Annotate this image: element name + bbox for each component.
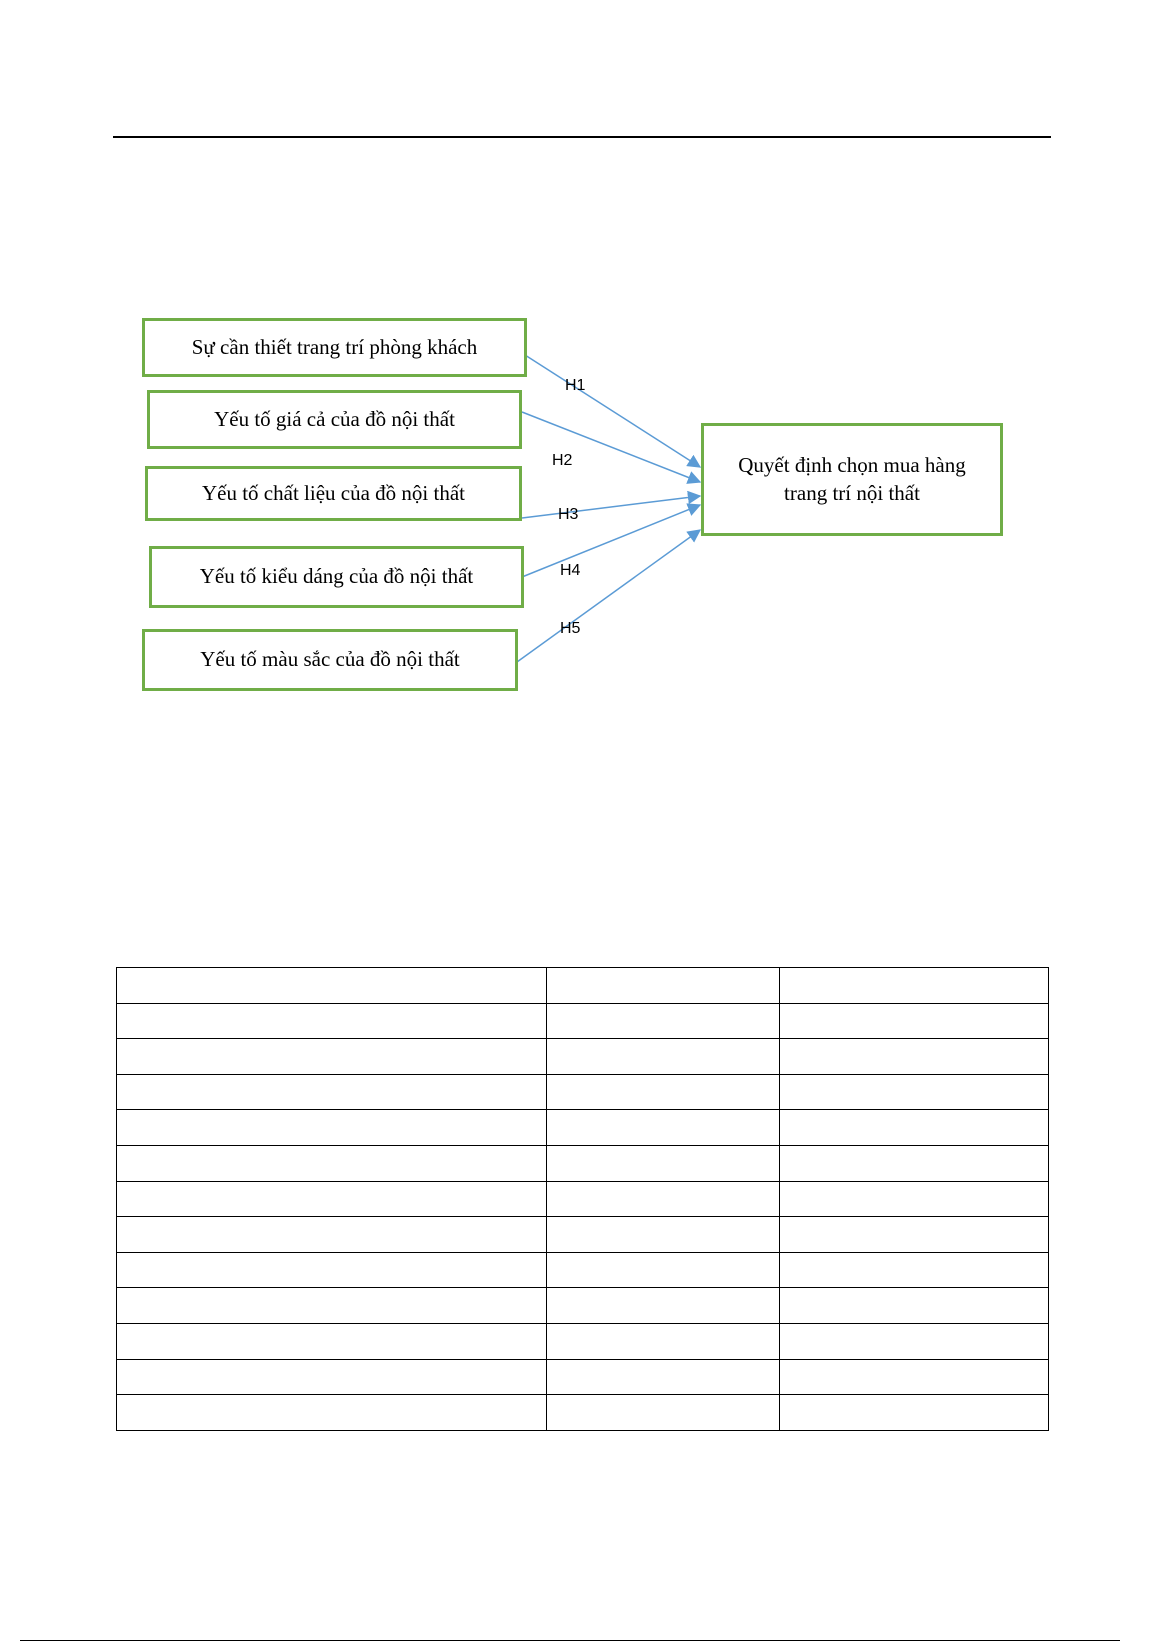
- table-cell: [117, 1252, 547, 1288]
- table-cell: [780, 1252, 1049, 1288]
- table-row: [117, 1288, 1049, 1324]
- table-row: [117, 1181, 1049, 1217]
- table-row: [117, 1252, 1049, 1288]
- target-node: [701, 423, 1003, 536]
- table-cell: [780, 1110, 1049, 1146]
- table-row: [117, 1145, 1049, 1181]
- table-cell: [547, 1395, 780, 1431]
- table-cell: [547, 1323, 780, 1359]
- table-cell: [780, 1039, 1049, 1075]
- source-node-5: [142, 629, 518, 691]
- edge-label-h1: H1: [565, 377, 586, 394]
- table-cell: [780, 1181, 1049, 1217]
- edge-label-h3: H3: [558, 506, 579, 523]
- table-cell: [547, 1003, 780, 1039]
- table-cell: [780, 1288, 1049, 1324]
- table-cell: [547, 1252, 780, 1288]
- table-cell: [117, 1181, 547, 1217]
- table-cell: [117, 1288, 547, 1324]
- arrow-h2: [522, 412, 700, 482]
- table-cell: [117, 1039, 547, 1075]
- table-cell: [780, 1003, 1049, 1039]
- arrow-h4: [522, 505, 700, 577]
- source-node-5-label: Yếu tố màu sắc của đồ nội thất: [200, 647, 460, 672]
- footer-rule: [20, 1640, 1120, 1641]
- table-cell: [780, 968, 1049, 1004]
- source-node-2: [147, 390, 522, 449]
- source-node-3-label: Yếu tố chất liệu của đồ nội thất: [201, 480, 465, 505]
- source-node-4-label: Yếu tố kiểu dáng của đồ nội thất: [199, 564, 474, 589]
- source-node-3: [145, 466, 522, 521]
- table-row: [117, 1039, 1049, 1075]
- table-cell: [117, 968, 547, 1004]
- table-cell: [117, 1395, 547, 1431]
- table-row: [117, 1003, 1049, 1039]
- source-node-1-label: Sự cần thiết trang trí phòng khách: [191, 334, 478, 359]
- target-node-label: Quyết định chọn mua hàng trang trí nội thất: [738, 453, 966, 505]
- table-cell: [780, 1395, 1049, 1431]
- table-cell: [547, 1288, 780, 1324]
- table-cell: [547, 1217, 780, 1253]
- table-cell: [780, 1323, 1049, 1359]
- table-cell: [547, 1145, 780, 1181]
- arrow-h1: [525, 355, 700, 467]
- arrow-h5: [517, 530, 700, 662]
- table-row: [117, 1074, 1049, 1110]
- arrow-h3: [522, 496, 700, 518]
- edge-label-h4: H4: [560, 562, 581, 579]
- table-cell: [780, 1145, 1049, 1181]
- table-row: [117, 1359, 1049, 1395]
- table-row: [117, 1323, 1049, 1359]
- table-cell: [117, 1217, 547, 1253]
- table-cell: [547, 1181, 780, 1217]
- table-cell: [547, 1359, 780, 1395]
- table-row: [117, 968, 1049, 1004]
- table-cell: [547, 1074, 780, 1110]
- source-node-1: [142, 318, 527, 377]
- empty-table: [116, 967, 1049, 1431]
- table-cell: [547, 968, 780, 1004]
- table-body: [117, 968, 1049, 1431]
- table-cell: [117, 1110, 547, 1146]
- table-cell: [547, 1039, 780, 1075]
- edge-label-h5: H5: [560, 620, 581, 637]
- source-node-4: [149, 546, 524, 608]
- table-cell: [117, 1359, 547, 1395]
- table-row: [117, 1395, 1049, 1431]
- table-row: [117, 1217, 1049, 1253]
- table-cell: [117, 1323, 547, 1359]
- table-cell: [780, 1074, 1049, 1110]
- table-cell: [547, 1110, 780, 1146]
- research-model-diagram: [0, 0, 1163, 720]
- table-cell: [117, 1145, 547, 1181]
- edge-label-h2: H2: [552, 452, 573, 469]
- table-cell: [780, 1359, 1049, 1395]
- table-cell: [117, 1003, 547, 1039]
- table-cell: [117, 1074, 547, 1110]
- table-cell: [780, 1217, 1049, 1253]
- source-node-2-label: Yếu tố giá cả của đồ nội thất: [214, 406, 455, 431]
- table-row: [117, 1110, 1049, 1146]
